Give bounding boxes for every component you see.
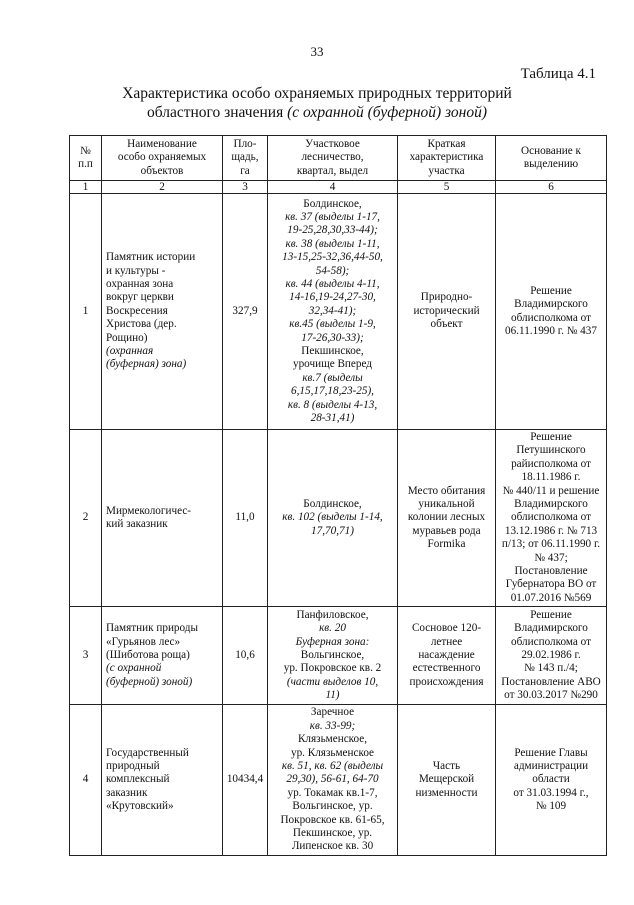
cell-text-line: кв. 38 (выделы 1-11,	[285, 237, 380, 250]
cell-text-line: Владимирского	[514, 622, 588, 635]
area-value: 10434,4	[223, 705, 268, 855]
cell-text-line: п/13; от 06.11.1990 г.	[501, 538, 601, 551]
cell-text-line: Заречное	[310, 706, 355, 719]
cell-text-line: кв. 20	[319, 622, 346, 635]
table-row	[70, 430, 607, 607]
forest-district	[268, 194, 398, 430]
page-title	[0, 84, 634, 122]
column-number: 5	[398, 181, 496, 194]
cell-text-line: кий заказник	[106, 518, 168, 531]
cell-text-line: заказник	[106, 786, 148, 799]
cell-text-line: Постановление АВО	[501, 675, 601, 688]
cell-text-line: Памятник природы	[106, 622, 199, 635]
table-row	[70, 705, 607, 855]
cell-text-line: Владимирского	[514, 498, 588, 511]
cell-text-line: характеристика	[409, 151, 484, 164]
cell-text-line: Воскресения	[106, 304, 168, 317]
cell-text-line: ур. Покровское кв. 2	[283, 662, 382, 675]
basis-document	[496, 194, 607, 430]
cell-text-line: Пекшинское,	[301, 345, 364, 358]
cell-text-line: 19-25,28,30,33-44);	[287, 224, 378, 237]
cell-text-line: «Крутовский»	[106, 800, 174, 813]
cell-text-line: Решение	[530, 431, 572, 443]
row-number: 3	[70, 607, 102, 705]
cell-text-line: 17,70,71)	[311, 524, 354, 537]
cell-text-line: комплексный	[106, 773, 170, 786]
cell-text-line: Вольгинское,	[300, 649, 365, 662]
cell-text-line: № 437; Постановление	[514, 551, 588, 578]
cell-text-line: Решение Главы	[514, 746, 588, 759]
cell-text-line: кв. 8 (выделы 4-13,	[287, 398, 378, 411]
basis-document	[496, 607, 607, 705]
cell-text-line: низменности	[415, 786, 478, 799]
cell-text-line: Панфиловское,	[296, 608, 369, 621]
cell-text-line: (буферная) зона)	[106, 358, 187, 371]
title-line-2: областного значения	[146, 104, 288, 121]
cell-text-line: 17-26,30-33);	[301, 331, 364, 344]
cell-text-line: кв. 102 (выделы 1-14,	[282, 511, 383, 524]
cell-text-line: Вольгинское, ур.	[292, 800, 373, 813]
cell-text-line: Пло-	[233, 137, 257, 150]
short-description	[398, 430, 496, 607]
cell-text-line: особо охраняемых	[117, 151, 207, 164]
cell-text-line: участка	[428, 164, 465, 177]
cell-text-line: летнее	[430, 635, 463, 648]
cell-text-line: Болдинское,	[303, 498, 362, 511]
cell-text-line: вокруг церкви	[106, 291, 174, 304]
area-value: 327,9	[223, 194, 268, 430]
header-forest	[268, 136, 398, 181]
object-name	[102, 607, 223, 705]
cell-text-line: № 143 п./4;	[524, 662, 578, 675]
cell-text-line: райисполкома от	[511, 457, 591, 470]
cell-text-line: Formika	[427, 538, 466, 551]
cell-text-line: «Гурьянов лес»	[106, 635, 181, 648]
cell-text-line: 29,30), 56-61, 64-70	[286, 773, 379, 786]
cell-text-line: Покровское кв. 61-65,	[280, 813, 385, 826]
cell-text-line: 6,15,17,18,23-25),	[291, 385, 374, 398]
header-area	[223, 136, 268, 181]
cell-text-line: Сосновое 120-	[411, 622, 482, 635]
cell-text-line: Основание к	[521, 144, 581, 157]
cell-text-line: Буферная зона:	[295, 635, 370, 648]
cell-text-line: кв. 44 (выделы 4-11,	[285, 277, 380, 290]
cell-text-line: Мирмекологичес-	[106, 504, 192, 517]
cell-text-line: выделению	[523, 158, 579, 170]
cell-text-line: облисполкома от	[511, 311, 591, 324]
header-basis	[496, 136, 607, 181]
cell-text-line: Христова (дер.	[106, 318, 177, 331]
cell-text-line: от 31.03.1994 г.,	[513, 786, 589, 799]
cell-text-line: естественного	[412, 662, 481, 675]
cell-text-line: лесничество,	[301, 151, 364, 164]
cell-text-line: Мещерской	[418, 773, 475, 786]
cell-text-line: кв. 37 (выделы 1-17,	[285, 210, 380, 223]
cell-text-line: Государственный	[106, 746, 189, 759]
cell-text-line: объект	[430, 318, 463, 331]
basis-document	[496, 705, 607, 855]
cell-text-line: от 30.03.2017 №290	[504, 689, 598, 702]
area-value: 10,6	[223, 607, 268, 705]
cell-text-line: (охранная	[106, 345, 154, 358]
cell-text-line: Решение	[530, 608, 572, 621]
protected-areas-table	[69, 135, 607, 856]
cell-text-line: №	[80, 144, 91, 157]
object-name	[102, 705, 223, 855]
table-row	[70, 607, 607, 705]
cell-text-line: щадь,	[231, 151, 259, 164]
cell-text-line: 13-15,25-32,36,44-50,	[282, 251, 383, 264]
cell-text-line: Губернатора ВО от	[505, 578, 597, 591]
cell-text-line: 29.02.1986 г.	[521, 649, 581, 662]
row-number: 1	[70, 194, 102, 430]
cell-text-line: 32,34-41);	[308, 304, 357, 317]
cell-text-line: Липенское кв. 30	[291, 840, 374, 853]
cell-text-line: охранная зона	[106, 277, 174, 290]
cell-text-line: ур. Токамак кв.1-7,	[287, 786, 378, 799]
short-description	[398, 194, 496, 430]
header-name	[102, 136, 223, 181]
cell-text-line: (Шиботова роща)	[106, 649, 190, 662]
cell-text-line: № 440/11 и решение	[502, 484, 600, 497]
cell-text-line: га	[240, 164, 250, 177]
forest-district	[268, 607, 398, 705]
cell-text-line: администрации	[513, 759, 589, 772]
cell-text-line: 11)	[325, 689, 340, 702]
basis-document	[496, 430, 607, 607]
cell-text-line: (с охранной	[106, 662, 162, 675]
cell-text-line: исторический	[413, 304, 480, 317]
cell-text-line: области	[532, 773, 570, 786]
cell-text-line: Петушинского	[516, 444, 586, 457]
column-number: 2	[102, 181, 223, 194]
title-line-1: Характеристика особо охраняемых природных территорий	[122, 85, 512, 102]
header-num	[70, 136, 102, 181]
cell-text-line: Болдинское,	[303, 197, 362, 210]
cell-text-line: кв. 33-99;	[309, 719, 356, 732]
cell-text-line: муравьев рода	[412, 524, 481, 537]
cell-text-line: Место обитания	[407, 484, 486, 497]
cell-text-line: Участковое	[305, 137, 360, 150]
forest-district	[268, 430, 398, 607]
cell-text-line: облисполкома от	[511, 635, 591, 648]
short-description	[398, 607, 496, 705]
header-description	[398, 136, 496, 181]
cell-text-line: Владимирского	[514, 298, 588, 311]
cell-text-line: урочище Вперед	[292, 358, 372, 371]
cell-text-line: Наименование	[127, 137, 197, 150]
forest-district	[268, 705, 398, 855]
cell-text-line: (буферной) зоной)	[106, 675, 193, 688]
cell-text-line: колонии лесных	[407, 511, 486, 524]
cell-text-line: 14-16,19-24,27-30,	[289, 291, 376, 304]
column-number: 6	[496, 181, 607, 194]
cell-text-line: Клязьменское,	[297, 733, 368, 746]
cell-text-line: ур. Клязьменское	[290, 746, 375, 759]
cell-text-line: (части выделов 10,	[286, 675, 379, 688]
cell-text-line: Рощино)	[106, 331, 148, 344]
cell-text-line: п.п	[78, 158, 93, 170]
column-number: 4	[268, 181, 398, 194]
column-number-row	[70, 181, 607, 194]
cell-text-line: природный	[106, 759, 160, 772]
cell-text-line: квартал, выдел	[296, 164, 369, 177]
table-row	[70, 194, 607, 430]
area-value: 11,0	[223, 430, 268, 607]
table-label: Таблица 4.1	[520, 66, 596, 82]
cell-text-line: 01.07.2016 №569	[510, 591, 592, 604]
short-description	[398, 705, 496, 855]
cell-text-line: Краткая	[427, 137, 466, 150]
cell-text-line: Решение	[530, 284, 572, 297]
cell-text-line: и культуры -	[106, 264, 166, 277]
cell-text-line: Пекшинское, ур.	[292, 826, 373, 839]
row-number: 2	[70, 430, 102, 607]
page-number: 33	[310, 44, 324, 59]
table-header-row	[70, 136, 607, 181]
cell-text-line: насаждение	[418, 649, 475, 662]
cell-text-line: Природно-	[420, 291, 473, 304]
cell-text-line: кв.45 (выделы 1-9,	[289, 318, 376, 331]
object-name	[102, 430, 223, 607]
cell-text-line: 06.11.1990 г. № 437	[505, 324, 597, 337]
cell-text-line: кв.7 (выделы	[302, 371, 363, 384]
cell-text-line: кв. 51, кв. 62 (выделы	[281, 759, 384, 772]
title-line-2-italic: (с охранной (буферной) зоной)	[287, 104, 488, 121]
cell-text-line: 54-58);	[315, 264, 350, 277]
cell-text-line: облисполкома от	[511, 511, 591, 524]
cell-text-line: уникальной	[418, 498, 475, 511]
cell-text-line: 18.11.1986 г.	[521, 471, 581, 484]
column-number: 1	[70, 181, 102, 194]
cell-text-line: объектов	[140, 164, 184, 177]
column-number: 3	[223, 181, 268, 194]
row-number: 4	[70, 705, 102, 855]
cell-text-line: 28-31,41)	[310, 412, 355, 425]
cell-text-line: происхождения	[409, 675, 484, 688]
cell-text-line: Памятник истории	[106, 251, 196, 264]
cell-text-line: 13.12.1986 г. № 713	[504, 524, 598, 537]
cell-text-line: Часть	[432, 759, 461, 772]
object-name	[102, 194, 223, 430]
cell-text-line: № 109	[535, 800, 567, 813]
